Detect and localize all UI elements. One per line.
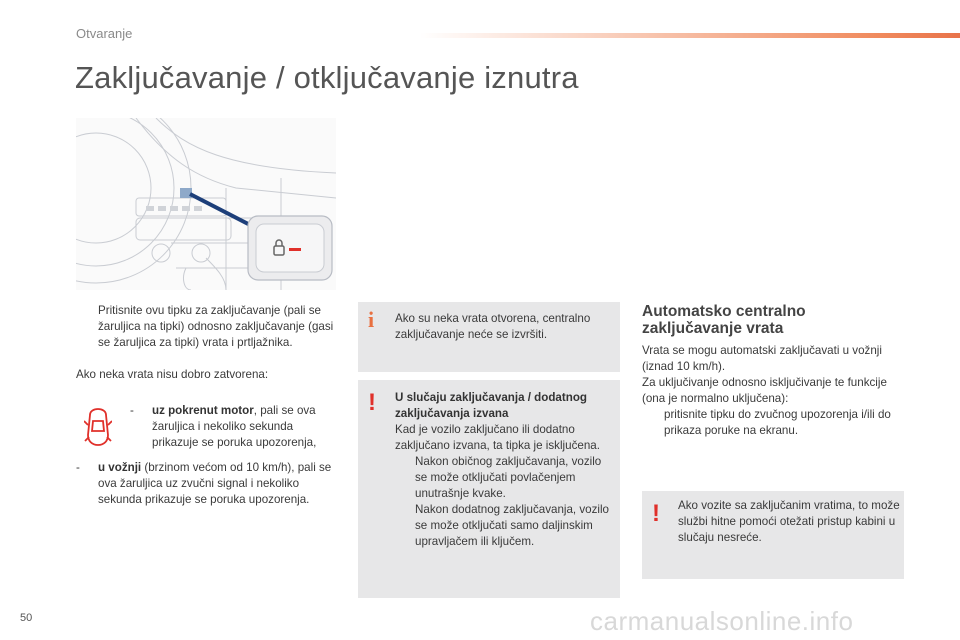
- door-open-warning-icon: [84, 407, 112, 447]
- auto-locking-title: Automatsko centralno zaključavanje vrata: [642, 303, 806, 337]
- warning-icon: !: [652, 500, 660, 527]
- engine-running-text: , pali se ova žaruljica i nekoliko sekunda prikazuje se poruka upozorenja,: [152, 404, 317, 449]
- warning-icon: !: [368, 389, 376, 416]
- header-accent-bar: [420, 33, 960, 38]
- dash-marker: -: [130, 404, 134, 417]
- warning-text: Kad je vozilo zaključano ili dodatno zaključano izvana, ta tipka je isključena.: [395, 423, 600, 452]
- warning-bullet-2: Nakon dodatnog zaključavanja, vozilo se može otključati samo daljinskim upravljačem ili ključem.: [415, 503, 609, 548]
- auto-locking-text-2: Za uključivanje odnosno isključivanje te funkcije (ona je normalno uključena):: [642, 376, 887, 405]
- emergency-warning-text: Ako vozite sa zaključanim vratima, to može službi hitne pomoći otežati pristup kabini u slučaju nesreće.: [678, 499, 900, 544]
- lock-button-text: Pritisnite ovu tipku za zaključavanje (pali se žaruljica na tipki) odnosno zaključavanje (gasi se žaruljica za tipki) vrata i prtljažnika.: [98, 304, 334, 349]
- auto-locking-body: [642, 343, 907, 439]
- page-number: 50: [20, 612, 33, 624]
- door-not-closed-intro: Ako neka vrata nisu dobro zatvorena:: [76, 368, 269, 381]
- engine-running-item: [130, 403, 340, 451]
- driving-bold: u vožnji: [98, 461, 142, 474]
- warning-bullet-1: Nakon običnog zaključavanja, vozilo se može otključati povlačenjem unutrašnje kvake.: [415, 455, 602, 500]
- auto-locking-bullet: pritisnite tipku do zvučnog upozorenja i/ili do prikaza poruke na ekranu.: [664, 408, 891, 437]
- dashboard-illustration: [76, 118, 336, 290]
- driving-text: (brzinom većom od 10 km/h), pali se ova žaruljica uz zvučni signal i nekoliko sekunda prikazuje se poruka upozorenja.: [98, 461, 332, 506]
- section-label: Otvaranje: [76, 26, 133, 41]
- page-title: Zaključavanje / otključavanje iznutra: [75, 60, 579, 95]
- info-text: Ako su neka vrata otvorena, centralno zaključavanje neće se izvršiti.: [395, 312, 591, 341]
- warning-title: U slučaju zaključavanja / dodatnog zaključavanja izvana: [395, 391, 587, 420]
- warning-content: [395, 390, 615, 550]
- dashboard-drawing: [76, 118, 336, 290]
- left-column: [76, 303, 344, 383]
- lock-button-instruction: [76, 303, 344, 351]
- watermark: carmanualsonline.info: [590, 606, 854, 636]
- dash-marker: -: [76, 461, 80, 474]
- engine-running-bold: uz pokrenut motor: [152, 404, 254, 417]
- info-icon: i: [368, 307, 375, 332]
- auto-locking-text-1: Vrata se mogu automatski zaključavati u vožnji (iznad 10 km/h).: [642, 344, 882, 373]
- driving-item: [76, 460, 344, 508]
